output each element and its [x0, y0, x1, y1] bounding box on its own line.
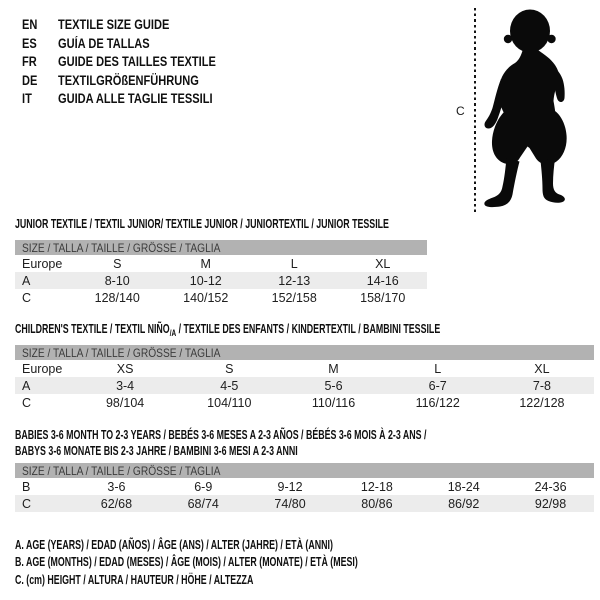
table-title-text	[15, 216, 389, 232]
table-cell: 158/170	[360, 290, 406, 305]
footnote-line	[15, 554, 519, 571]
language-code: DE	[22, 72, 38, 88]
language-row	[22, 54, 251, 73]
table-cell: 8-10	[104, 273, 130, 288]
table-title-text	[15, 427, 426, 443]
row-label: B	[22, 479, 31, 494]
table-cell: 6-7	[428, 378, 447, 393]
footnote-text: C. (cm) HEIGHT / ALTURA / HAUTEUR / HÖHE / ALTEZZA	[15, 571, 254, 587]
table-cell: 110/116	[311, 395, 356, 410]
table-row	[15, 360, 594, 377]
table-cell: 128/140	[94, 290, 140, 305]
footnote-text: B. AGE (MONTHS) / EDAD (MESES) / ÂGE (MOIS) / ALTER (MONATE) / ETÀ (MESI)	[15, 554, 358, 570]
title-segment: JUNIOR TEXTILE / TEXTIL JUNIOR/ TEXTILE JUNIOR / JUNIORTEXTIL / JUNIOR TESSILE	[15, 216, 389, 231]
table-cell: 6-9	[194, 479, 213, 494]
table-cell: 92/98	[534, 496, 567, 511]
table-cell: 5-6	[324, 378, 343, 393]
height-dashed-line	[474, 8, 476, 214]
title-segment: BABYS 3-6 MONATE BIS 2-3 JAHRE / BAMBINI 3-6 MESI A 2-3 ANNI	[15, 443, 298, 458]
table-cell: 12-13	[278, 273, 311, 288]
table-cell: XL	[534, 361, 550, 376]
size-header-bar	[15, 345, 594, 360]
table-cell: 74/80	[274, 496, 306, 511]
language-row	[22, 36, 251, 55]
table-cell: 122/128	[519, 395, 565, 410]
table-cell: 4-5	[220, 378, 239, 393]
size-header-text: SIZE / TALLA / TAILLE / GRÖSSE / TAGLIA	[22, 463, 221, 478]
footnote-line	[15, 572, 519, 589]
table-title	[15, 443, 594, 459]
language-title: TEXTILE SIZE GUIDE	[58, 17, 170, 32]
table-title	[15, 321, 594, 337]
table-row	[15, 272, 427, 289]
table-title-text	[15, 443, 298, 459]
table-cell: 140/152	[183, 290, 229, 305]
junior-size-table	[15, 216, 427, 306]
table-cell: 3-6	[107, 479, 126, 494]
size-header-text: SIZE / TALLA / TAILLE / GRÖSSE / TAGLIA	[22, 345, 221, 360]
table-cell: 14-16	[366, 273, 399, 288]
table-title	[15, 427, 594, 443]
row-label: Europe	[22, 256, 63, 271]
table-row	[15, 289, 427, 306]
table-row	[15, 377, 594, 394]
language-title: GUIDE DES TAILLES TEXTILE	[58, 54, 216, 69]
language-code: FR	[22, 54, 37, 69]
table-row	[15, 255, 427, 272]
language-code: EN	[22, 17, 38, 32]
language-row	[22, 91, 251, 110]
toddler-silhouette-icon	[479, 9, 587, 209]
table-row	[15, 495, 594, 512]
title-segment: / TEXTILE DES ENFANTS / KINDERTEXTIL / BAMBINI TESSILE	[176, 321, 441, 336]
table-cell: 10-12	[189, 273, 222, 288]
table-row	[15, 394, 594, 411]
table-cell: 3-4	[116, 378, 135, 393]
table-row	[15, 478, 594, 495]
language-title-list	[22, 17, 251, 110]
language-code: IT	[22, 91, 32, 106]
table-cell: M	[328, 361, 339, 376]
table-cell: 7-8	[532, 378, 551, 393]
table-cell: 152/158	[271, 290, 317, 305]
table-cell: L	[290, 256, 298, 271]
title-segment: CHILDREN'S TEXTILE / TEXTIL NIÑO	[15, 321, 170, 336]
language-row	[22, 73, 251, 92]
language-title: GUIDA ALLE TAGLIE TESSILI	[58, 91, 213, 106]
size-header-bar	[15, 463, 594, 478]
title-segment: BABIES 3-6 MONTH TO 2-3 YEARS / BEBÉS 3-6 MESES A 2-3 AÑOS / BÉBÉS 3-6 MOIS À 2-3 ANS /	[15, 427, 427, 442]
size-header-bar	[15, 240, 427, 255]
table-cell: 24-36	[534, 479, 567, 494]
footnote-line	[15, 537, 519, 554]
table-cell: XS	[116, 361, 134, 376]
table-cell: 62/68	[100, 496, 133, 511]
children-size-table	[15, 321, 594, 411]
footnotes	[15, 537, 519, 589]
language-title: GUÍA DE TALLAS	[58, 35, 150, 51]
table-cell: 80/86	[361, 496, 393, 511]
table-cell: 68/74	[187, 496, 219, 511]
size-header-text: SIZE / TALLA / TAILLE / GRÖSSE / TAGLIA	[22, 240, 221, 255]
row-label: Europe	[22, 361, 63, 376]
table-cell: M	[200, 256, 211, 271]
table-cell: 9-12	[277, 479, 303, 494]
table-cell: 12-18	[360, 479, 393, 494]
table-title-text	[15, 321, 440, 339]
row-label: A	[22, 378, 31, 393]
table-cell: S	[113, 256, 122, 271]
babies-size-table	[15, 427, 594, 512]
row-label: A	[22, 273, 31, 288]
row-label: C	[22, 496, 32, 511]
height-measure-label: C	[456, 104, 465, 118]
title-segment: /A	[169, 327, 177, 339]
table-cell: 116/122	[415, 395, 460, 410]
table-cell: S	[225, 361, 234, 376]
table-cell: 18-24	[447, 479, 480, 494]
table-cell: 98/104	[105, 395, 145, 410]
table-cell: 104/110	[207, 395, 252, 410]
language-title: TEXTILGRÖßENFÜHRUNG	[58, 72, 199, 88]
table-title	[15, 216, 427, 232]
language-code: ES	[22, 35, 37, 51]
row-label: C	[22, 290, 32, 305]
table-cell: XL	[375, 256, 391, 271]
footnote-text: A. AGE (YEARS) / EDAD (AÑOS) / ÂGE (ANS) / ALTER (JAHRE) / ETÀ (ANNI)	[15, 537, 333, 552]
language-row	[22, 17, 251, 36]
table-cell: L	[434, 361, 442, 376]
row-label: C	[22, 395, 32, 410]
table-cell: 86/92	[448, 496, 480, 511]
